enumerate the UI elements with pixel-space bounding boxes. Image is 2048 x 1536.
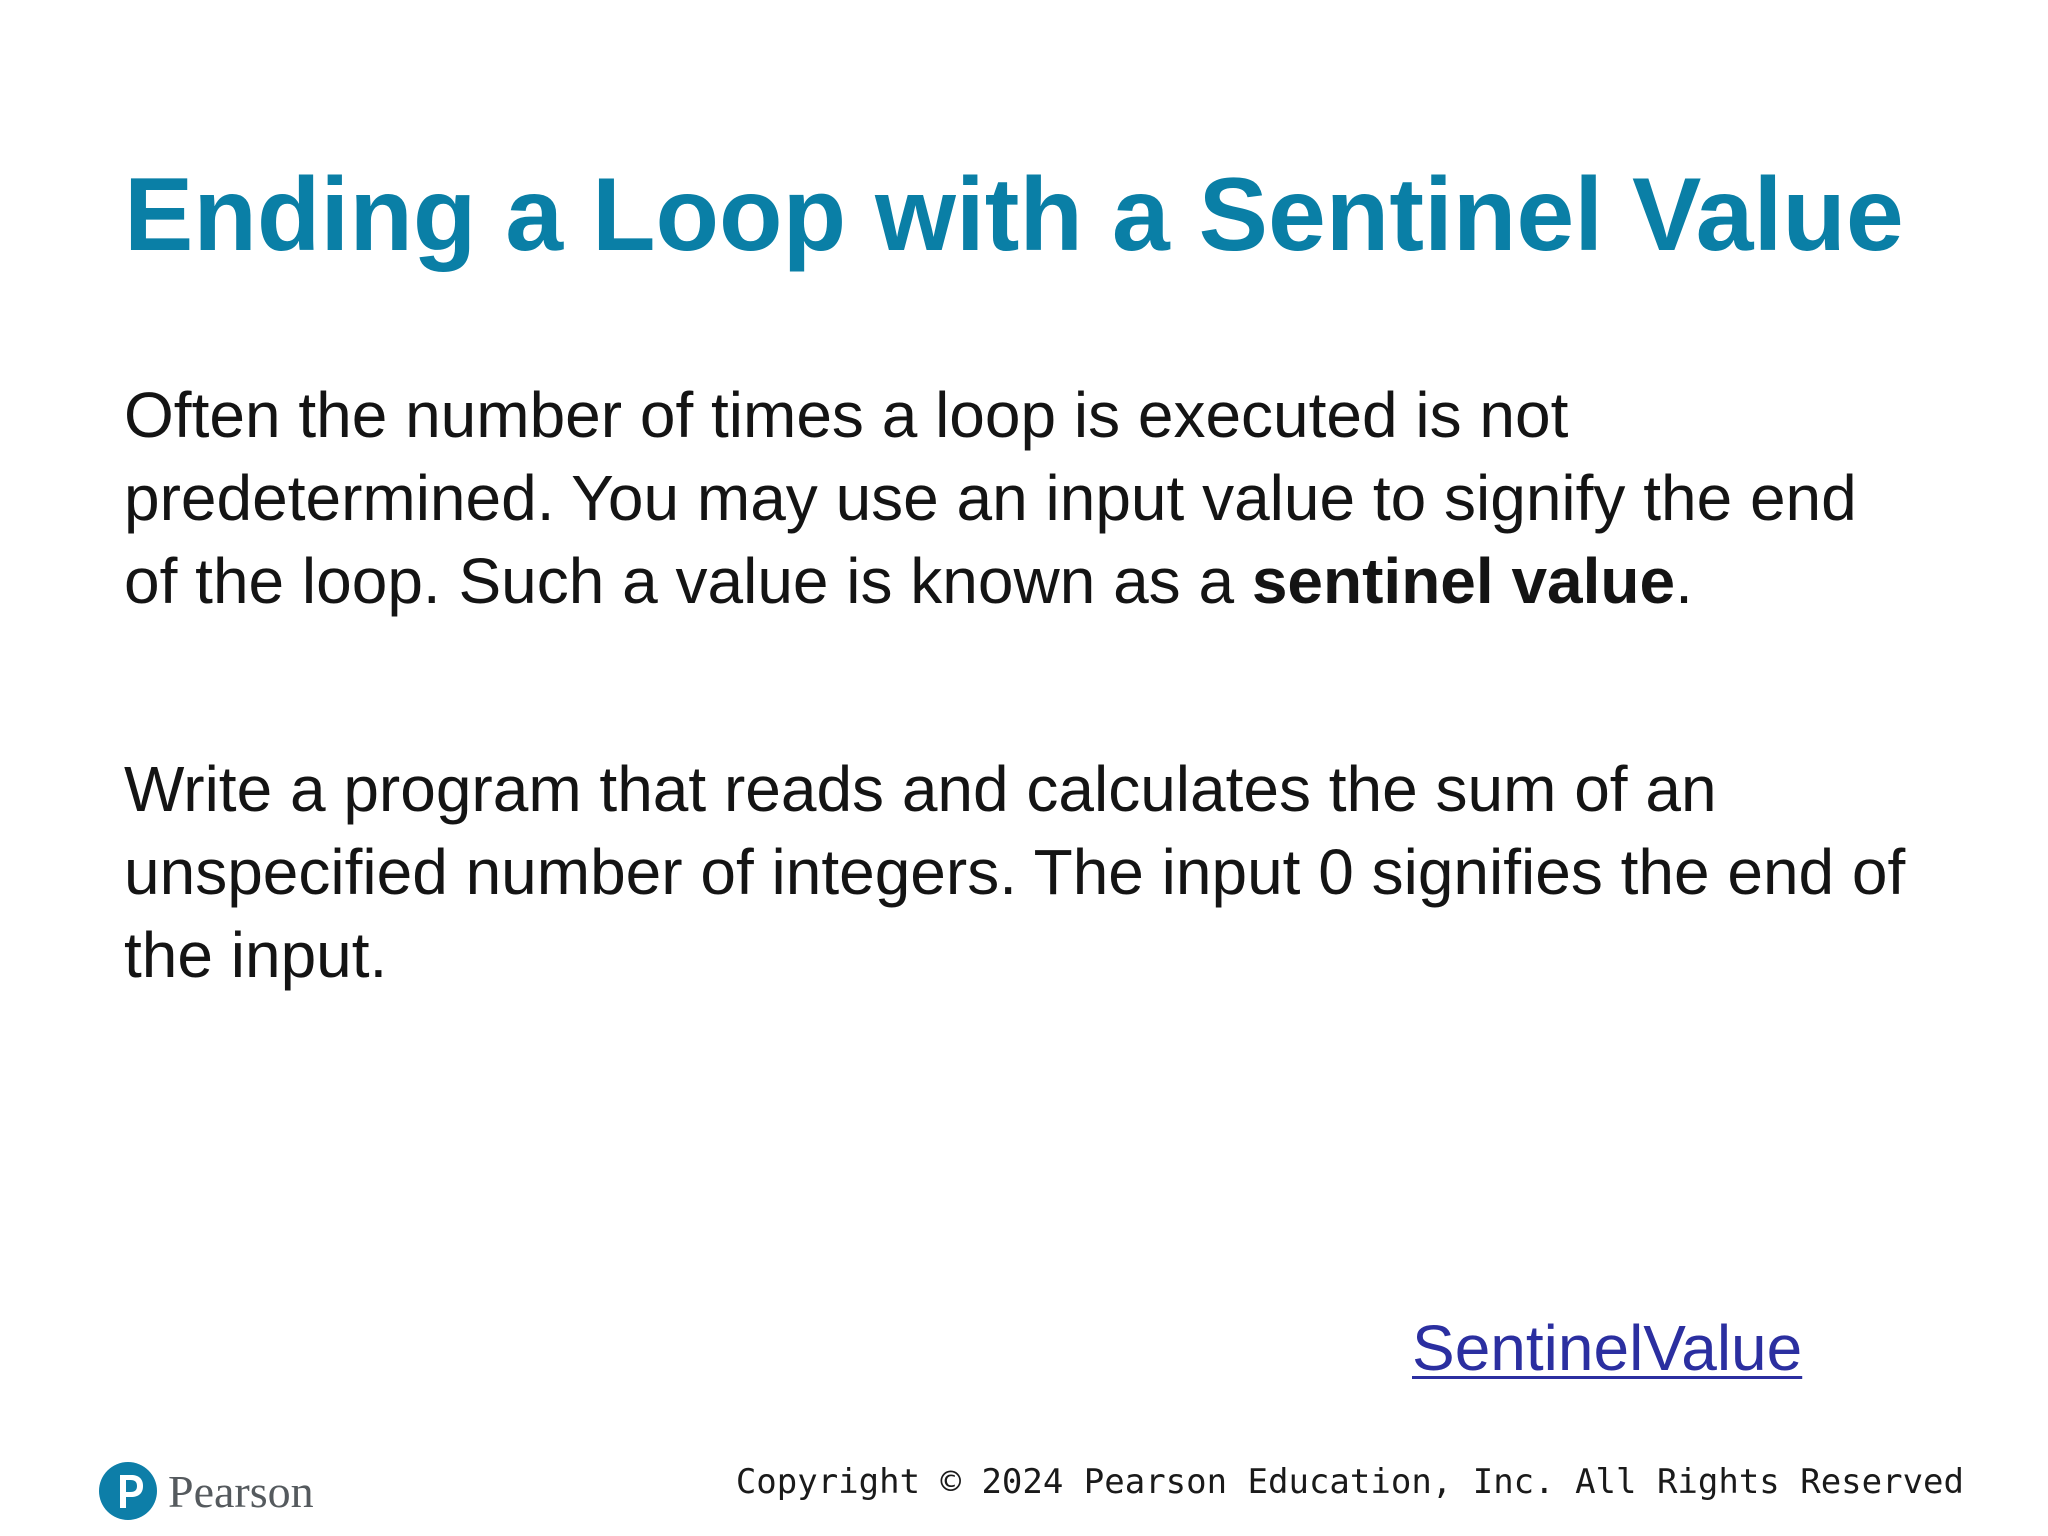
body-paragraph-1: [124, 374, 1924, 623]
sentinel-value-link[interactable]: SentinelValue: [1412, 1312, 1803, 1384]
paragraph-1-text: Often the number of times a loop is executed is not predetermined. You may use an input value to signify the end of the loop. Such a value is known as a: [124, 379, 1857, 617]
body-paragraph-2: Write a program that reads and calculates the sum of an unspecified number of integers. The input 0 signifies the end of the input.: [124, 753, 1906, 991]
pearson-logo: [98, 1458, 314, 1524]
pearson-logo-text: Pearson: [168, 1465, 314, 1517]
paragraph-1-end: .: [1675, 545, 1693, 617]
slide-title: Ending a Loop with a Sentinel Value: [124, 157, 1904, 273]
copyright-notice: Copyright © 2024 Pearson Education, Inc. All Rights Reserved: [735, 1462, 1964, 1502]
sentinel-value-term: sentinel value: [1251, 545, 1676, 617]
pearson-p-icon: [98, 1461, 158, 1521]
